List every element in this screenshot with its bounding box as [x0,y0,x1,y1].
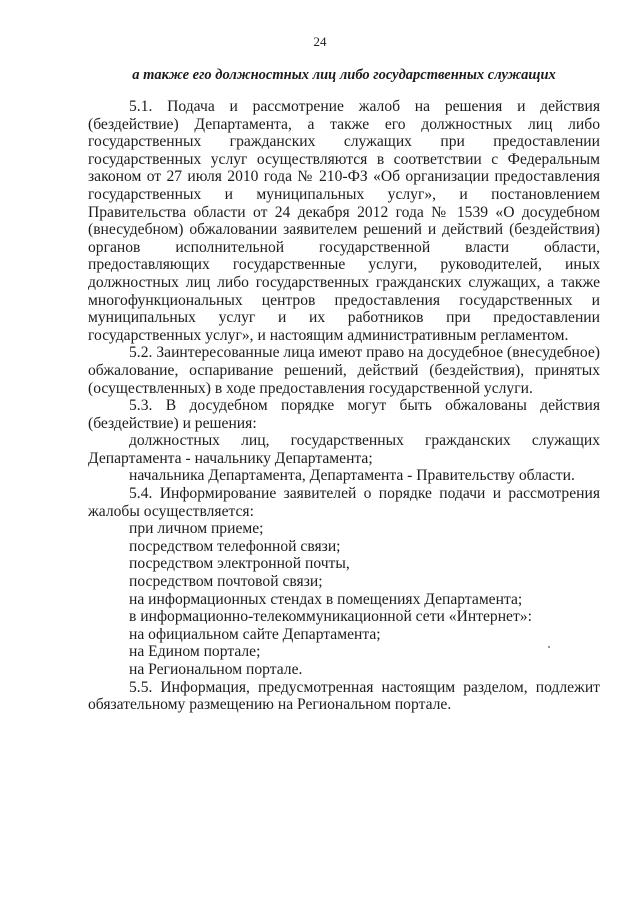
paragraph-5-2: 5.2. Заинтересованные лица имеют право на досудебное (внесудебное) обжалование, оспаривание решений, действий (бездействия), принятых (осуществленных) в ходе предоставления государственной услуги. [88,344,600,397]
paragraph-5-3: 5.3. В досудебном порядке могут быть обжалованы действия (бездействие) и решения: [88,397,600,432]
list-item-telephone: посредством телефонной связи; [129,537,341,555]
document-body [88,98,600,714]
list-item-internet: в информационно-телекоммуникационной сети «Интернет»: [129,608,532,626]
paragraph-5-4: 5.4. Информирование заявителей о порядке подачи и рассмотрения жалобы осуществляется: [88,485,600,520]
paragraph-5-5: 5.5. Информация, предусмотренная настоящим разделом, подлежит обязательному размещению на Региональном портале. [88,678,600,714]
section-heading: а также его должностных лиц либо государственных служащих [132,67,556,83]
paragraph-5-3-b: начальника Департамента, Департамента - Правительству области. [129,467,575,485]
scan-speck [548,646,550,648]
list-item-postal: посредством почтовой связи; [129,573,323,591]
list-item-official-site: на официальном сайте Департамента; [129,625,381,643]
page-number: 24 [313,34,327,49]
list-item-regional-portal: на Региональном портале. [129,661,303,678]
list-item-personal-reception: при личном приеме; [129,520,264,538]
list-item-email: посредством электронной почты, [129,555,350,573]
list-item-info-stands: на информационных стендах в помещениях Департамента; [129,590,523,608]
list-item-unified-portal: на Едином портале; [129,643,261,661]
paragraph-5-1: 5.1. Подача и рассмотрение жалоб на решения и действия (бездействие) Департамента, а также его должностных лиц либо государственных гражданских служащих при предоставлении государственных услуг осуществляются в соответствии с Федеральным законом от 27 июля 2010 года № 210-ФЗ «Об организации предоставления государственных и муниципальных услуг», и постановлением Правительства области от 24 декабря 2012 года № 1539 «О досудебном (внесудебном) обжаловании заявителем решений и действий (бездействия) органов исполнительной государственной власти области, предоставляющих государственные услуги, руководителей, иных должностных лиц либо государственных гражданских служащих, а также многофункциональных центров предоставления государственных и муниципальных услуг и их работников при предоставлении государственных услуг», и настоящим административным регламентом. [88,98,600,344]
paragraph-5-3-a: должностных лиц, государственных гражданских служащих Департамента - начальнику Департамента; [88,432,600,467]
